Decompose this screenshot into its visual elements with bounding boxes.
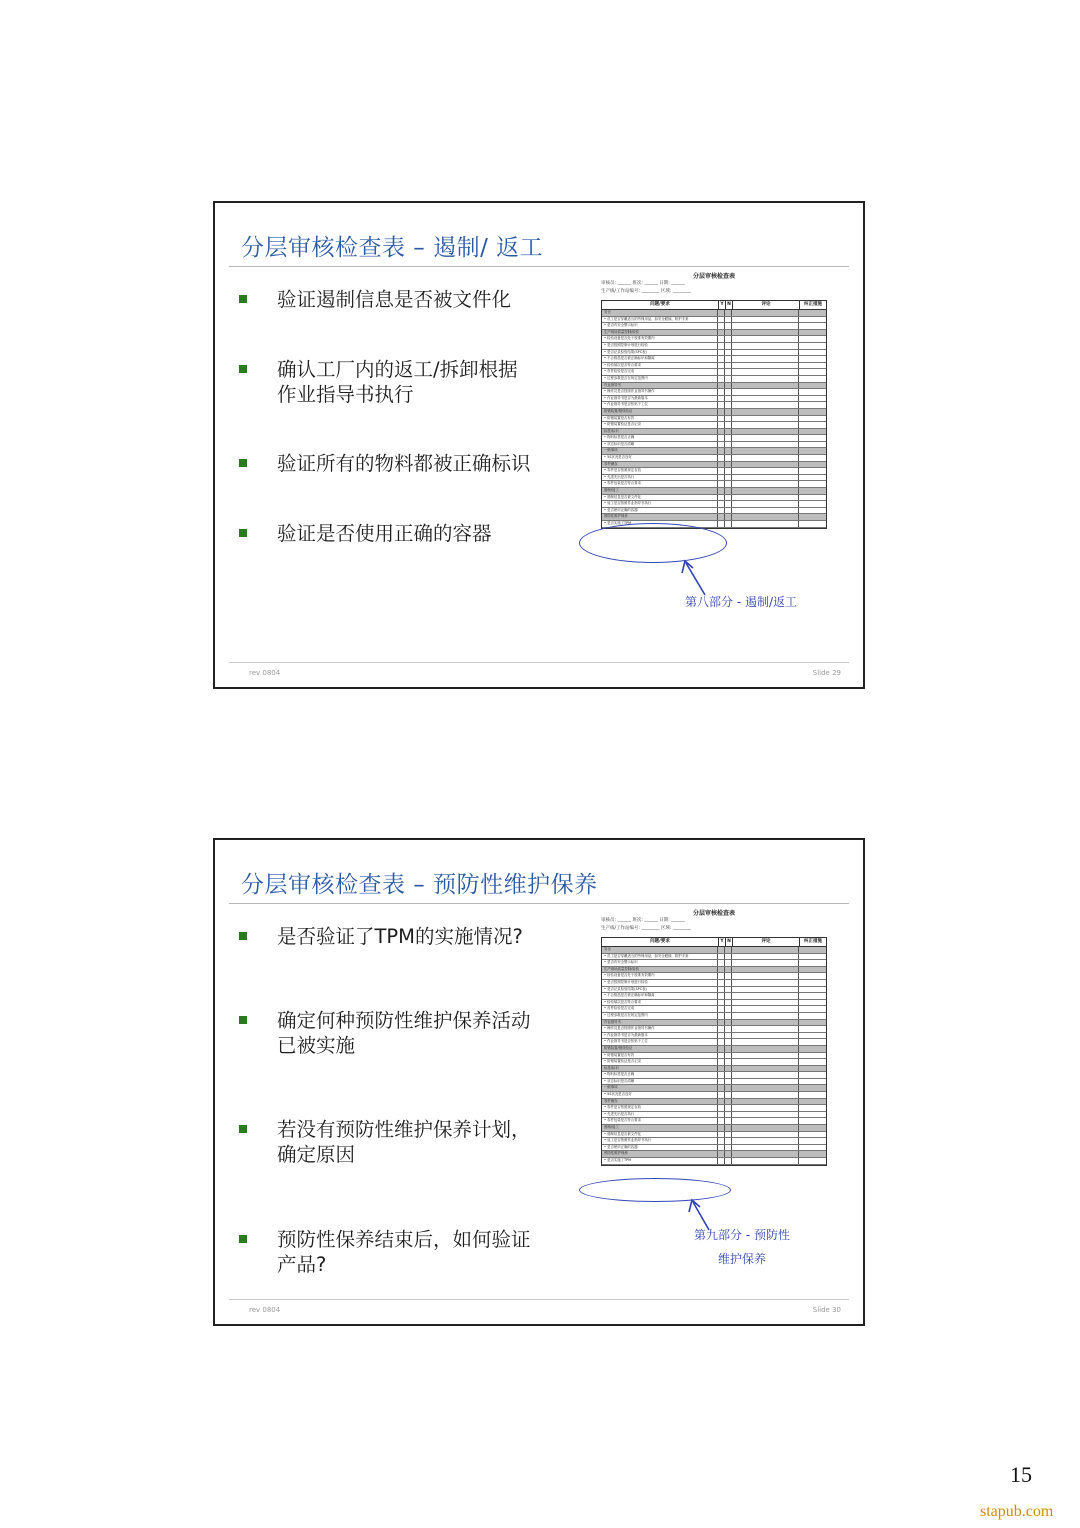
checklist-cell: 一般事项	[602, 448, 718, 454]
checklist-title: 分层审核检查表	[692, 273, 735, 280]
checklist-cell: 预防性维护保养	[602, 514, 718, 520]
checklist-cell: • 首件检验是否完成	[602, 369, 718, 375]
checklist-cell: 标签/标识	[602, 1066, 718, 1072]
checklist-cell: • 是否有安全警示标识	[602, 323, 718, 329]
page-number: 15	[1010, 1462, 1032, 1487]
checklist-cell: • 员工是否穿戴适当的劳保用品，如安全眼镜、防护手套	[602, 317, 718, 323]
checklist-cell: 一般事项	[602, 1085, 718, 1091]
checklist-cell: • 是否实施了TPM	[602, 1158, 718, 1164]
checklist-header-cell: 问题/要求	[602, 938, 719, 946]
checklist-cell: • 先进先出是否执行	[602, 1112, 718, 1118]
checklist-cell: • 操作员是否按照作业指导书操作	[602, 1026, 718, 1032]
checklist-header-cell: 评论	[733, 301, 800, 309]
checklist-cell: • 是否记录检验结果(SPC表)	[602, 350, 718, 356]
checklist-header-cell: N	[726, 301, 733, 309]
slide-title: 分层审核检查表 – 预防性维护保养	[241, 872, 598, 898]
checklist-cell: 作业指导书	[602, 1020, 718, 1026]
checklist-cell: 安全	[602, 310, 718, 316]
checklist-cell: • 作业指导书是否张贴于工位	[602, 402, 718, 408]
checklist-header-cell: 纠正措施	[804, 302, 822, 307]
slide-29	[213, 201, 865, 689]
footer-divider	[229, 1299, 849, 1300]
checklist-header-cell: Y	[719, 938, 726, 946]
checklist-cell: • 遏制信息是否被文件化	[602, 495, 718, 501]
checklist-cell: 作业指导书	[602, 383, 718, 389]
checklist-cell: 预防性维护保养	[602, 1151, 718, 1157]
checklist-cell: • 是否有安全警示标识	[602, 960, 718, 966]
checklist-cell: 生产现场质量控制/检验	[602, 967, 718, 973]
checklist-title: 分层审核检查表	[692, 910, 735, 917]
checklist-cell: 遏制/返工	[602, 1125, 718, 1131]
checklist-cell: • 检验频次是否符合要求	[602, 1000, 718, 1006]
checklist-cell: • 是否按照控制计划进行检验	[602, 343, 718, 349]
checklist-cell: • 返工是否按照作业指导书执行	[602, 1138, 718, 1144]
checklist-cell: • 作业指导书是否张贴于工位	[602, 1039, 718, 1045]
checklist-cell: 标签/标识	[602, 429, 718, 435]
checklist-cell: • 状态标识是否清晰	[602, 442, 718, 448]
checklist-cell: • 是否使用正确的容器	[602, 1145, 718, 1151]
checklist-cell: • 检验设备是否处于校准有效期内	[602, 336, 718, 342]
checklist-cell: • 是否按照控制计划进行检验	[602, 980, 718, 986]
bullet-text: 确认工厂内的返工/拆卸根据 作业指导书执行	[277, 358, 518, 406]
bullet-text: 若没有预防性维护保养计划， 确定原因	[277, 1118, 531, 1166]
checklist-cell: • 过程参数是否在规定范围内	[602, 1013, 718, 1019]
checklist-cell: • 操作员是否按照作业指导书操作	[602, 389, 718, 395]
checklist-cell: • 检验设备是否处于校准有效期内	[602, 973, 718, 979]
checklist-cell: • 过程参数是否在规定范围内	[602, 376, 718, 382]
checklist-cell: • 零件是否按照规定存放	[602, 468, 718, 474]
checklist-cell: • 遏制信息是否被文件化	[602, 1132, 718, 1138]
footer-divider	[229, 662, 849, 663]
arrow-icon	[215, 203, 867, 691]
footer-revision: rev 0804	[249, 1306, 281, 1314]
checklist-cell: • 防错装置是否有效	[602, 1053, 718, 1059]
checklist-cell: • 是否实施了TPM	[602, 521, 718, 527]
footer-revision: rev 0804	[249, 669, 281, 677]
checklist-cell: • 不合格品是否被正确标识和隔离	[602, 356, 718, 362]
bullet-text: 确定何种预防性维护保养活动 已被实施	[277, 1009, 531, 1057]
checklist-cell: • 返工是否按照作业指导书执行	[602, 501, 718, 507]
watermark: stapub.com	[980, 1503, 1054, 1520]
checklist-cell: 防错装置/错误验证	[602, 1046, 718, 1052]
callout-label: 第八部分 - 遏制/返工	[685, 595, 798, 609]
footer-slide-number: Slide 29	[812, 669, 841, 677]
checklist-cell: • 先进先出是否执行	[602, 475, 718, 481]
checklist-cell: 安全	[602, 947, 718, 953]
checklist-cell: • 作业指导书是否为最新版本	[602, 396, 718, 402]
checklist-header-cell: 纠正措施	[804, 939, 822, 944]
checklist-cell: • 物料标签是否正确	[602, 1072, 718, 1078]
checklist-cell: • 防错装置是否有效	[602, 416, 718, 422]
checklist-cell: 遏制/返工	[602, 488, 718, 494]
checklist-header-cell: N	[726, 938, 733, 946]
checklist-cell: • 零件是否按照规定存放	[602, 1105, 718, 1111]
checklist-header-cell: 问题/要求	[602, 301, 719, 309]
slide-30	[213, 838, 865, 1326]
checklist-cell: 零件储存	[602, 1099, 718, 1105]
checklist-header-cell: Y	[719, 301, 726, 309]
checklist-cell: • 5S状况是否良好	[602, 455, 718, 461]
checklist-cell: • 是否记录检验结果(SPC表)	[602, 987, 718, 993]
checklist-cell: • 作业指导书是否为最新版本	[602, 1033, 718, 1039]
checklist-cell: • 5S状况是否良好	[602, 1092, 718, 1098]
checklist-cell: • 零件包装是否符合要求	[602, 481, 718, 487]
checklist-meta: 生产线/工作站编号: ________ 区域: ________	[601, 926, 691, 931]
checklist-cell: • 首件检验是否完成	[602, 1006, 718, 1012]
bullet-text: 验证所有的物料都被正确标识	[277, 452, 531, 475]
checklist-cell: • 检验频次是否符合要求	[602, 363, 718, 369]
checklist-cell: • 员工是否穿戴适当的劳保用品，如安全眼镜、防护手套	[602, 954, 718, 960]
checklist-cell: 零件储存	[602, 462, 718, 468]
checklist-cell: • 防错装置验证是否记录	[602, 422, 718, 428]
checklist-cell: 生产现场质量控制/检验	[602, 330, 718, 336]
checklist-meta: 生产线/工作站编号: ________ 区域: ________	[601, 289, 691, 294]
checklist-cell: • 是否使用正确的容器	[602, 508, 718, 514]
bullet-text: 预防性保养结束后，如何验证 产品?	[277, 1228, 531, 1276]
bullet-text: 验证是否使用正确的容器	[277, 522, 492, 545]
footer-slide-number: Slide 30	[812, 1306, 841, 1314]
checklist-cell: • 零件包装是否符合要求	[602, 1118, 718, 1124]
checklist-cell: 防错装置/错误验证	[602, 409, 718, 415]
bullet-text: 是否验证了TPM的实施情况?	[277, 925, 523, 948]
checklist-meta: 审核员: ______ 班次: ______ 日期: ______	[601, 918, 685, 923]
bullet-text: 验证遏制信息是否被文件化	[277, 288, 512, 311]
slide-title: 分层审核检查表 – 遏制/ 返工	[241, 235, 544, 261]
checklist-cell: • 不合格品是否被正确标识和隔离	[602, 993, 718, 999]
callout-label: 维护保养	[718, 1252, 767, 1266]
arrow-icon	[215, 840, 867, 1328]
checklist-cell: • 防错装置验证是否记录	[602, 1059, 718, 1065]
checklist-cell: • 物料标签是否正确	[602, 435, 718, 441]
checklist-meta: 审核员: ______ 班次: ______ 日期: ______	[601, 281, 685, 286]
callout-label: 第九部分 - 预防性	[694, 1228, 790, 1242]
checklist-cell: • 状态标识是否清晰	[602, 1079, 718, 1085]
checklist-header-cell: 评论	[733, 938, 800, 946]
